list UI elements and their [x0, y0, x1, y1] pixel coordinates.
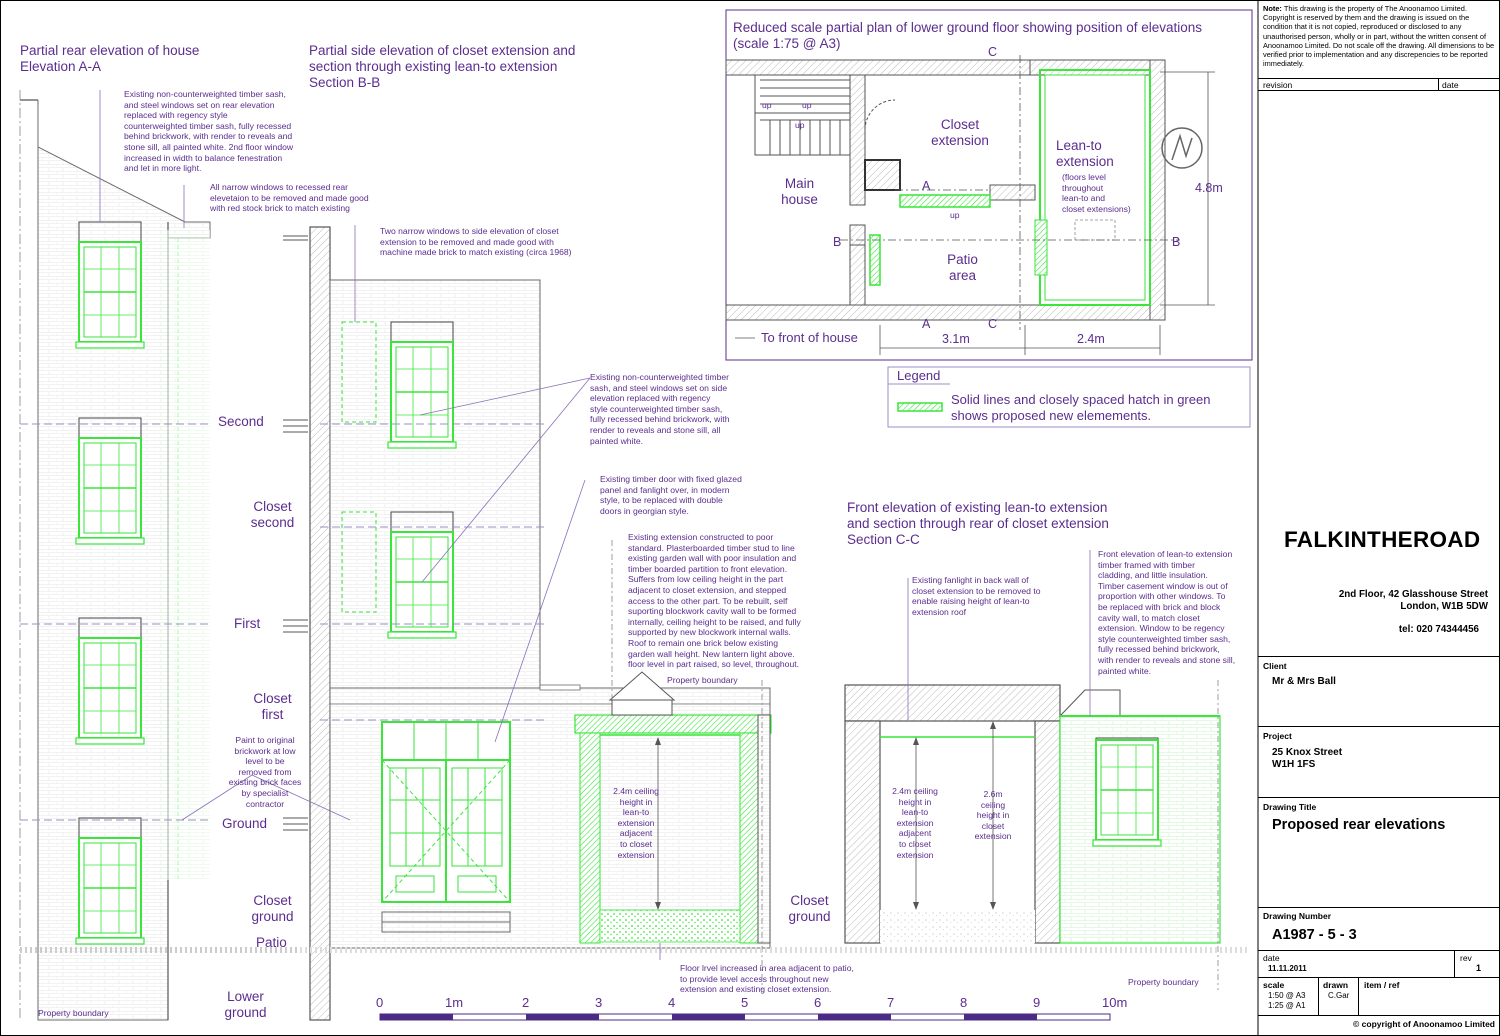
- client-label: Client: [1263, 661, 1287, 671]
- note-paint: [215, 735, 315, 809]
- divider: [1258, 950, 1500, 951]
- note-line: style, to be replaced with double: [600, 495, 723, 506]
- firm-tel: tel: 020 74344456: [1398, 624, 1479, 635]
- note-line: extension to be removed and made good with: [380, 236, 554, 247]
- plan-mark-b-left: B: [833, 235, 842, 249]
- note-fanlight: [912, 575, 1082, 617]
- level-patio: Patio: [256, 935, 287, 950]
- note-line: timber boarded partition to front elevation.: [628, 563, 788, 574]
- plan-mark-a-top: A: [922, 179, 931, 193]
- note-line: to closet: [898, 838, 931, 849]
- heading-line: Reduced scale partial plan of lower ground floor showing position of elevations: [733, 20, 1203, 35]
- property-boundary-label: Property boundary: [1128, 977, 1199, 987]
- address-line: 2nd Floor, 42 Glasshouse Street: [1338, 589, 1488, 600]
- note-line: panel and fanlight over, in modern: [600, 484, 730, 495]
- note-line: to provide level access throughout new: [680, 973, 829, 984]
- note-line: Existing timber door with fixed glazed: [600, 474, 742, 484]
- plan-dim-4-8m: 4.8m: [1195, 181, 1223, 195]
- level-lower-ground: Lower ground: [224, 989, 267, 1020]
- project-line: W1H 1FS: [1272, 759, 1316, 770]
- note-line: Existing non-counterweighted timber sash,: [124, 89, 286, 99]
- note-line: adjacent: [619, 828, 653, 839]
- note-ceiling-closet: [963, 789, 1023, 842]
- rev-value: 1: [1476, 963, 1482, 973]
- divider: [1258, 1015, 1500, 1016]
- scale-value: [1268, 991, 1305, 1011]
- note-line: Paint to original: [235, 735, 295, 745]
- note-line: stone sill, all painted white. 2nd floor window: [124, 141, 294, 152]
- plan-room-main-house: Main house: [781, 176, 818, 207]
- note-line: Roof to remain one brick below existing: [628, 637, 778, 648]
- heading-line: Front elevation of existing lean-to extension: [847, 500, 1108, 515]
- note-line: to closet: [619, 838, 652, 849]
- note-line: Existing non-counterweighted timber: [590, 372, 730, 382]
- note-line: lean-to: [901, 807, 929, 818]
- note-line: and steel windows set on rear elevation: [124, 99, 275, 110]
- note-line: timber framed with timber: [1098, 559, 1195, 570]
- date-field-value: 11.11.2011: [1268, 964, 1307, 973]
- note-line: Front elevation of lean-to extension: [1098, 549, 1233, 559]
- note-line: existing garden wall with poor insulation and: [628, 553, 797, 564]
- legend-title: Legend: [897, 368, 941, 383]
- note-line: elevation replaced with regency: [590, 393, 711, 404]
- drawing-number: A1987 - 5 - 3: [1272, 927, 1357, 943]
- scale-tick: 1m: [445, 995, 464, 1010]
- legend-line: Solid lines and closely spaced hatch in green: [951, 392, 1211, 407]
- note-line: 2.4m ceiling: [613, 786, 659, 796]
- section-bb-heading: [309, 43, 575, 91]
- note-line: 2.6m: [983, 789, 1003, 799]
- heading-line: Partial rear elevation of house: [20, 43, 200, 58]
- scale-line: 1:50 @ A3: [1268, 991, 1306, 1000]
- note-line: closet extension to be removed to: [912, 585, 1041, 596]
- client-value: Mr & Mrs Ball: [1272, 676, 1336, 687]
- note-line: machine made brick to match existing (circa 1968): [380, 247, 572, 258]
- date-label: date: [1442, 80, 1459, 90]
- level-closet-ground: Closet ground: [251, 893, 294, 924]
- drawn-label: drawn: [1323, 980, 1349, 990]
- note-line: style counterweighted timber sash,: [1098, 633, 1231, 644]
- level-second: Second: [218, 414, 264, 429]
- note-line: Two narrow windows to side elevation of closet: [380, 226, 559, 236]
- scale-tick: 8: [960, 995, 968, 1010]
- note-line: style counterweighted timber sash,: [590, 403, 723, 414]
- scale-tick: 9: [1033, 995, 1041, 1010]
- drawn-value: C.Gar: [1328, 991, 1350, 1000]
- title-block: [1258, 0, 1500, 1036]
- heading-line: Section C-C: [847, 532, 920, 547]
- property-boundary-label: Property boundary: [38, 1008, 109, 1018]
- note-line: be replaced with brick and block: [1098, 601, 1221, 612]
- divider: [1258, 726, 1500, 727]
- project-value: [1272, 747, 1342, 771]
- note-line: brickwork at low: [234, 745, 296, 756]
- note-line: access to the other part. To be rebuilt, self: [628, 595, 788, 606]
- level-closet-ground: Closet ground: [788, 893, 831, 924]
- plan-dim-3-1m: 3.1m: [942, 332, 970, 346]
- note-line: and let in more light.: [124, 163, 202, 174]
- note-line: replaced with regency style: [124, 110, 228, 121]
- plan-dim-2-4m: 2.4m: [1077, 332, 1105, 346]
- level-closet-second: Closet second: [250, 499, 295, 530]
- note-line: extension: [617, 849, 655, 860]
- note-ceiling-cc: [885, 786, 945, 860]
- plan-up-mark: up: [762, 100, 772, 110]
- level-ground: Ground: [222, 816, 268, 831]
- scale-bar: [380, 1014, 1110, 1020]
- note-line: painted white.: [1098, 665, 1152, 676]
- divider: [1318, 977, 1319, 1015]
- elevation-aa-heading: [20, 43, 199, 75]
- note-line: removed from: [238, 766, 292, 777]
- scale-tick: 6: [814, 995, 822, 1010]
- note-line: standard. Plasterboarded timber stud to line: [628, 542, 795, 553]
- note-narrow-rear: [210, 182, 400, 214]
- scale-line: 1:25 @ A1: [1268, 1001, 1306, 1010]
- heading-line: section through existing lean-to extension: [309, 59, 558, 74]
- note-line: height in: [898, 796, 932, 807]
- note-line: fully recessed behind brickwork, with: [590, 414, 730, 425]
- drawing-number-label: Drawing Number: [1263, 911, 1332, 921]
- copyright-footer: © copyright of Anoonamoo Limited: [1353, 1019, 1495, 1029]
- divider: [1258, 977, 1500, 978]
- plan-up-mark: up: [795, 120, 805, 130]
- note-line: counterweighted timber sash, fully recessed: [124, 120, 292, 131]
- note-line: Timber casement window is out of: [1098, 580, 1228, 591]
- plan-front-label: To front of house: [761, 330, 858, 345]
- plan-up-mark: up: [950, 210, 960, 220]
- note-line: internally, ceiling height to be raised, and fully: [628, 616, 801, 627]
- note-line: render to reveals and stone sill, all: [590, 424, 721, 435]
- project-line: 25 Knox Street: [1272, 747, 1343, 758]
- note-line: painted white.: [590, 435, 644, 446]
- note-line: height in: [619, 796, 653, 807]
- note-line: extension: [974, 831, 1012, 842]
- note-line: height in: [976, 810, 1010, 821]
- heading-line: Elevation A-A: [20, 59, 102, 74]
- note-line: by specialist: [241, 787, 289, 798]
- note-line: Suffers from low ceiling height in the part: [628, 574, 784, 585]
- note-floor: [680, 963, 900, 995]
- note-line: elevetaion to be removed and made good: [210, 192, 369, 203]
- copyright-note: [1263, 4, 1495, 68]
- plan-mark-c-bottom: C: [988, 317, 998, 331]
- divider: [1258, 78, 1500, 79]
- note-line: cavity wall, to match closet: [1098, 612, 1200, 623]
- note-line: extension: [896, 817, 934, 828]
- divider: [1358, 977, 1359, 1015]
- note-line: All narrow windows to recessed rear: [210, 182, 349, 192]
- note-line: behind brickwork, with render to reveals and: [124, 131, 293, 142]
- property-boundary-label: Property boundary: [667, 675, 738, 685]
- scale-tick: 7: [887, 995, 895, 1010]
- scale-tick: 5: [741, 995, 749, 1010]
- note-line: extension: [617, 817, 655, 828]
- note-sash-rear: [124, 89, 324, 174]
- note-text: This drawing is the property of The Anoonamoo Limited. Copyright is reserved by them and the drawing is issued on the condition that it is not copied, reproduced or disclosed to any unauthorised person, wholly or in part, without the written consent of Anoonamoo Limited. Do not scale off the drawing. All dimensions to be verified prior to implementation and any discrepencies to be reported immediately.: [1263, 4, 1495, 69]
- plan-heading: [733, 20, 1202, 52]
- note-line: Existing extension constructed to poor: [628, 532, 774, 542]
- scale-tick: 0: [376, 995, 384, 1010]
- note-line: existing brick faces: [228, 777, 302, 788]
- note-door: [600, 474, 770, 516]
- note-line: with red stock brick to match existing: [210, 203, 350, 214]
- plan-room-leanto: Lean-to extension: [1056, 138, 1114, 169]
- scale-tick: 2: [522, 995, 530, 1010]
- plan-room-floors-note: (floors level throughout lean-to and closet extensions): [1062, 172, 1131, 214]
- elevation-aa: [20, 90, 300, 1020]
- note-line: extension and existing closet extension.: [680, 984, 832, 995]
- note-line: proportion with other windows. To: [1098, 591, 1226, 602]
- section-cc-heading: [847, 500, 1109, 548]
- divider: [1258, 90, 1500, 91]
- note-line: adjacent: [898, 828, 932, 839]
- scale-tick: 10m: [1102, 995, 1128, 1010]
- note-line: sash, and steel windows set on side: [590, 382, 728, 393]
- note-line: with render to reveals and stone sill,: [1098, 654, 1236, 665]
- note-line: extension roof: [912, 606, 966, 617]
- note-line: level to be: [245, 756, 285, 767]
- note-extension: [628, 532, 828, 670]
- legend-text: [951, 392, 1210, 424]
- level-closet-first: Closet first: [253, 691, 292, 722]
- note-line: cladding, and little insulation.: [1098, 570, 1208, 581]
- date-field-label: date: [1263, 953, 1280, 963]
- note-label: Note:: [1263, 4, 1282, 13]
- project-label: Project: [1263, 731, 1292, 741]
- plan-up-mark: up: [802, 100, 812, 110]
- firm-address: [1298, 589, 1488, 613]
- divider: [1438, 78, 1439, 90]
- plan-mark-a-bottom: A: [922, 317, 931, 331]
- note-line: adjacent to closet extension, and stepped: [628, 584, 787, 595]
- note-ceiling-bb: [606, 786, 666, 860]
- note-line: supported by new blockwork internal walls.: [628, 627, 791, 638]
- note-line: 2.4m ceiling: [892, 786, 938, 796]
- scale-tick: 3: [595, 995, 603, 1010]
- note-line: extension. Window to be regency: [1098, 623, 1225, 634]
- legend-line: shows proposed new elemements.: [951, 408, 1152, 423]
- plan-room-closet: Closet extension: [931, 117, 989, 148]
- note-line: contractor: [245, 798, 285, 809]
- note-line: fully recessed behind brickwork,: [1098, 644, 1220, 655]
- note-line: ceiling: [980, 799, 1006, 810]
- heading-line: (scale 1:75 @ A3): [733, 36, 841, 51]
- revision-label: revision: [1263, 80, 1293, 90]
- note-line: closet: [981, 820, 1005, 831]
- note-line: extension: [896, 849, 934, 860]
- divider: [1454, 950, 1455, 977]
- scale-label: scale: [1263, 980, 1285, 990]
- address-line: London, W1B 5DW: [1400, 601, 1488, 612]
- plan-mark-c-top: C: [988, 45, 998, 59]
- note-narrow-side: [380, 226, 620, 258]
- note-line: enable raising height of lean-to: [912, 596, 1030, 607]
- firm-name: FALKINTHEROAD: [1284, 527, 1481, 552]
- note-line: Floor lrvel increased in area adjacent to patio,: [680, 963, 854, 973]
- heading-line: Section B-B: [309, 75, 381, 90]
- note-line: lean-to: [622, 807, 650, 818]
- drawing-title-label: Drawing Title: [1263, 802, 1317, 812]
- divider: [1258, 797, 1500, 798]
- plan-room-patio: Patio area: [947, 252, 978, 283]
- divider: [1258, 656, 1500, 657]
- scale-tick: 4: [668, 995, 676, 1010]
- level-first: First: [234, 616, 261, 631]
- divider: [1258, 907, 1500, 908]
- note-sash-side: [590, 372, 760, 446]
- plan-mark-b-right: B: [1172, 235, 1181, 249]
- note-line: doors in georgian style.: [600, 505, 689, 516]
- note-leanto-front: [1098, 549, 1258, 676]
- note-line: Existing fanlight in back wall of: [912, 575, 1029, 585]
- note-line: garden wall height. New lantern light above.: [628, 648, 795, 659]
- note-line: suporting blockwork cavity wall to be formed: [628, 606, 797, 617]
- note-line: increased in width to balance fenestration: [124, 152, 283, 163]
- drawing-title: Proposed rear elevations: [1272, 817, 1446, 833]
- item-ref-label: item / ref: [1364, 980, 1400, 990]
- note-line: floor level in part raised, so level, throughout.: [628, 659, 800, 670]
- heading-line: and section through rear of closet extension: [847, 516, 1109, 531]
- rev-label: rev: [1460, 953, 1472, 963]
- heading-line: Partial side elevation of closet extension and: [309, 43, 576, 58]
